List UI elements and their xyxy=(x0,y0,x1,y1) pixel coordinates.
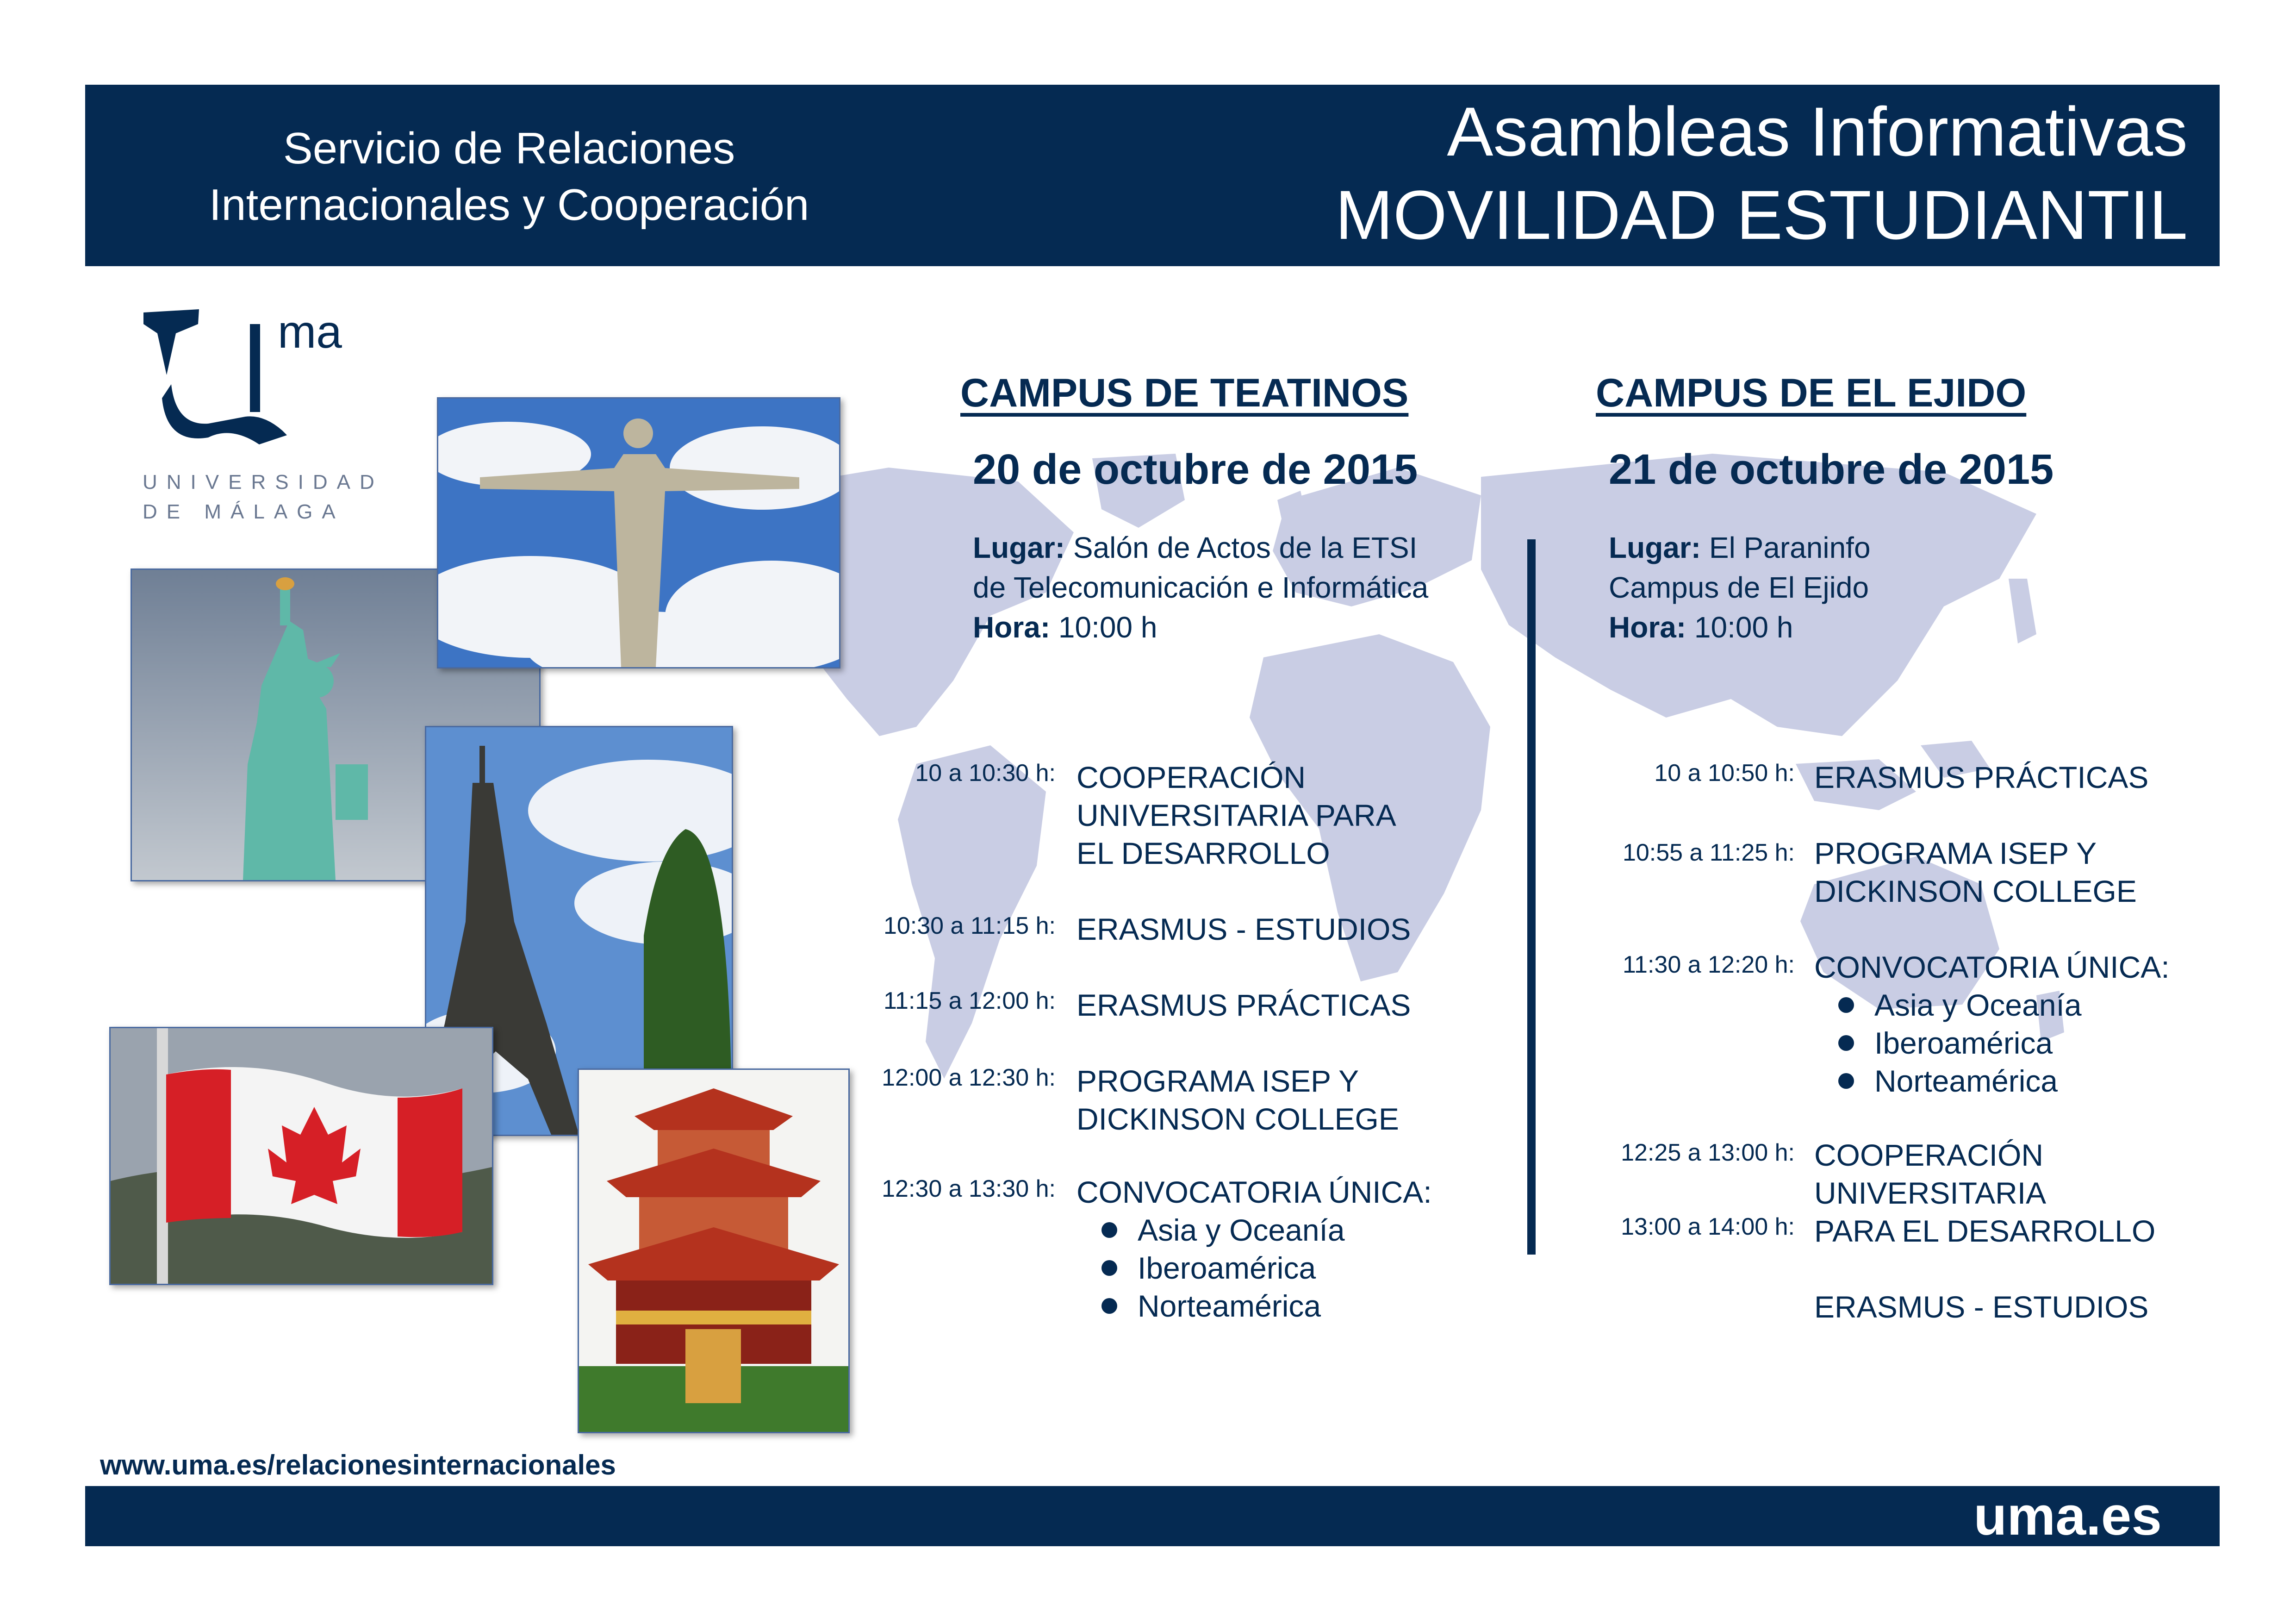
schedule-time: 10 a 10:50 h: xyxy=(1654,760,1795,787)
schedule-item: ERASMUS PRÁCTICAS xyxy=(1814,760,2149,794)
poster-title: Asambleas Informativas xyxy=(1447,93,2188,170)
ejido-date: 21 de octubre de 2015 xyxy=(1609,446,2054,493)
schedule-item: CONVOCATORIA ÚNICA: xyxy=(1814,950,2170,984)
poster-subtitle: MOVILIDAD ESTUDIANTIL xyxy=(1335,176,2188,254)
schedule-time: 13:00 a 14:00 h: xyxy=(1621,1213,1795,1240)
schedule-item: COOPERACIÓN UNIVERSITARIA xyxy=(1814,1138,2047,1210)
schedule-time: 11:30 a 12:20 h: xyxy=(1622,951,1795,978)
photo-christ-redeemer xyxy=(437,397,840,668)
bullet-item: Norteamérica xyxy=(1101,1287,1321,1325)
schedule-time: 12:00 a 12:30 h: xyxy=(882,1064,1056,1091)
service-line-2: Internacionales y Cooperación xyxy=(209,180,809,230)
bullet-item: Iberoamérica xyxy=(1838,1024,2053,1062)
photo-pagoda xyxy=(578,1068,850,1433)
teatinos-date: 20 de octubre de 2015 xyxy=(973,446,1418,493)
schedule-item: PROGRAMA ISEP Y DICKINSON COLLEGE xyxy=(1076,1064,1399,1136)
lugar-label: Lugar: xyxy=(973,531,1065,564)
schedule-time: 10:55 a 11:25 h: xyxy=(1622,839,1795,866)
lugar-value: Salón de Actos de la ETSI xyxy=(1073,531,1418,564)
lugar-value: El Paraninfo xyxy=(1709,531,1871,564)
schedule-time: 10 a 10:30 h: xyxy=(915,760,1056,787)
website-link[interactable]: www.uma.es/relacionesinternacionales xyxy=(100,1449,616,1480)
schedule-item: CONVOCATORIA ÚNICA: xyxy=(1076,1175,1432,1209)
footer-banner xyxy=(85,1486,2220,1546)
logo-wordmark xyxy=(143,468,384,527)
logo-line-1: UNIVERSIDAD xyxy=(143,471,384,493)
column-divider xyxy=(1527,539,1536,1255)
schedule-time: 12:25 a 13:00 h: xyxy=(1621,1139,1795,1166)
hora-value: 10:00 h xyxy=(1694,611,1793,644)
schedule-item: ERASMUS - ESTUDIOS xyxy=(1076,912,1411,946)
lugar-value-2: de Telecomunicación e Informática xyxy=(973,571,1429,604)
schedule-time: 12:30 a 13:30 h: xyxy=(882,1175,1056,1202)
logo-mark: ma xyxy=(278,306,342,358)
lugar-value-2: Campus de El Ejido xyxy=(1609,571,1869,604)
footer-brand: uma.es xyxy=(1973,1486,2162,1547)
bullet-item: Norteamérica xyxy=(1838,1062,2058,1100)
schedule-item: PROGRAMA ISEP Y DICKINSON COLLEGE xyxy=(1814,836,2137,908)
schedule-item: ERASMUS PRÁCTICAS xyxy=(1076,988,1411,1022)
bullet-item: Asia y Oceanía xyxy=(1101,1211,1345,1249)
schedule-item: COOPERACIÓN UNIVERSITARIA PARA EL DESARROLLO xyxy=(1076,760,1396,870)
lugar-label: Lugar: xyxy=(1609,531,1701,564)
schedule-item: ERASMUS - ESTUDIOS xyxy=(1814,1290,2149,1324)
schedule-time: 11:15 a 12:00 h: xyxy=(883,987,1056,1014)
bullet-item: Asia y Oceanía xyxy=(1838,986,2082,1024)
service-line-1: Servicio de Relaciones xyxy=(283,124,735,173)
ejido-venue xyxy=(1609,528,1871,647)
campus-teatinos-heading: CAMPUS DE TEATINOS xyxy=(960,371,1409,415)
hora-label: Hora: xyxy=(973,611,1051,644)
teatinos-venue xyxy=(973,528,1428,647)
schedule-item: PARA EL DESARROLLO xyxy=(1814,1214,2156,1248)
campus-ejido-heading: CAMPUS DE EL EJIDO xyxy=(1596,371,2027,415)
service-name xyxy=(139,120,879,233)
logo-line-2: DE MÁLAGA xyxy=(143,500,345,523)
hora-label: Hora: xyxy=(1609,611,1686,644)
hora-value: 10:00 h xyxy=(1058,611,1157,644)
bullet-item: Iberoamérica xyxy=(1101,1249,1316,1287)
photo-canada-flag xyxy=(109,1027,493,1285)
schedule-time: 10:30 a 11:15 h: xyxy=(883,912,1056,939)
